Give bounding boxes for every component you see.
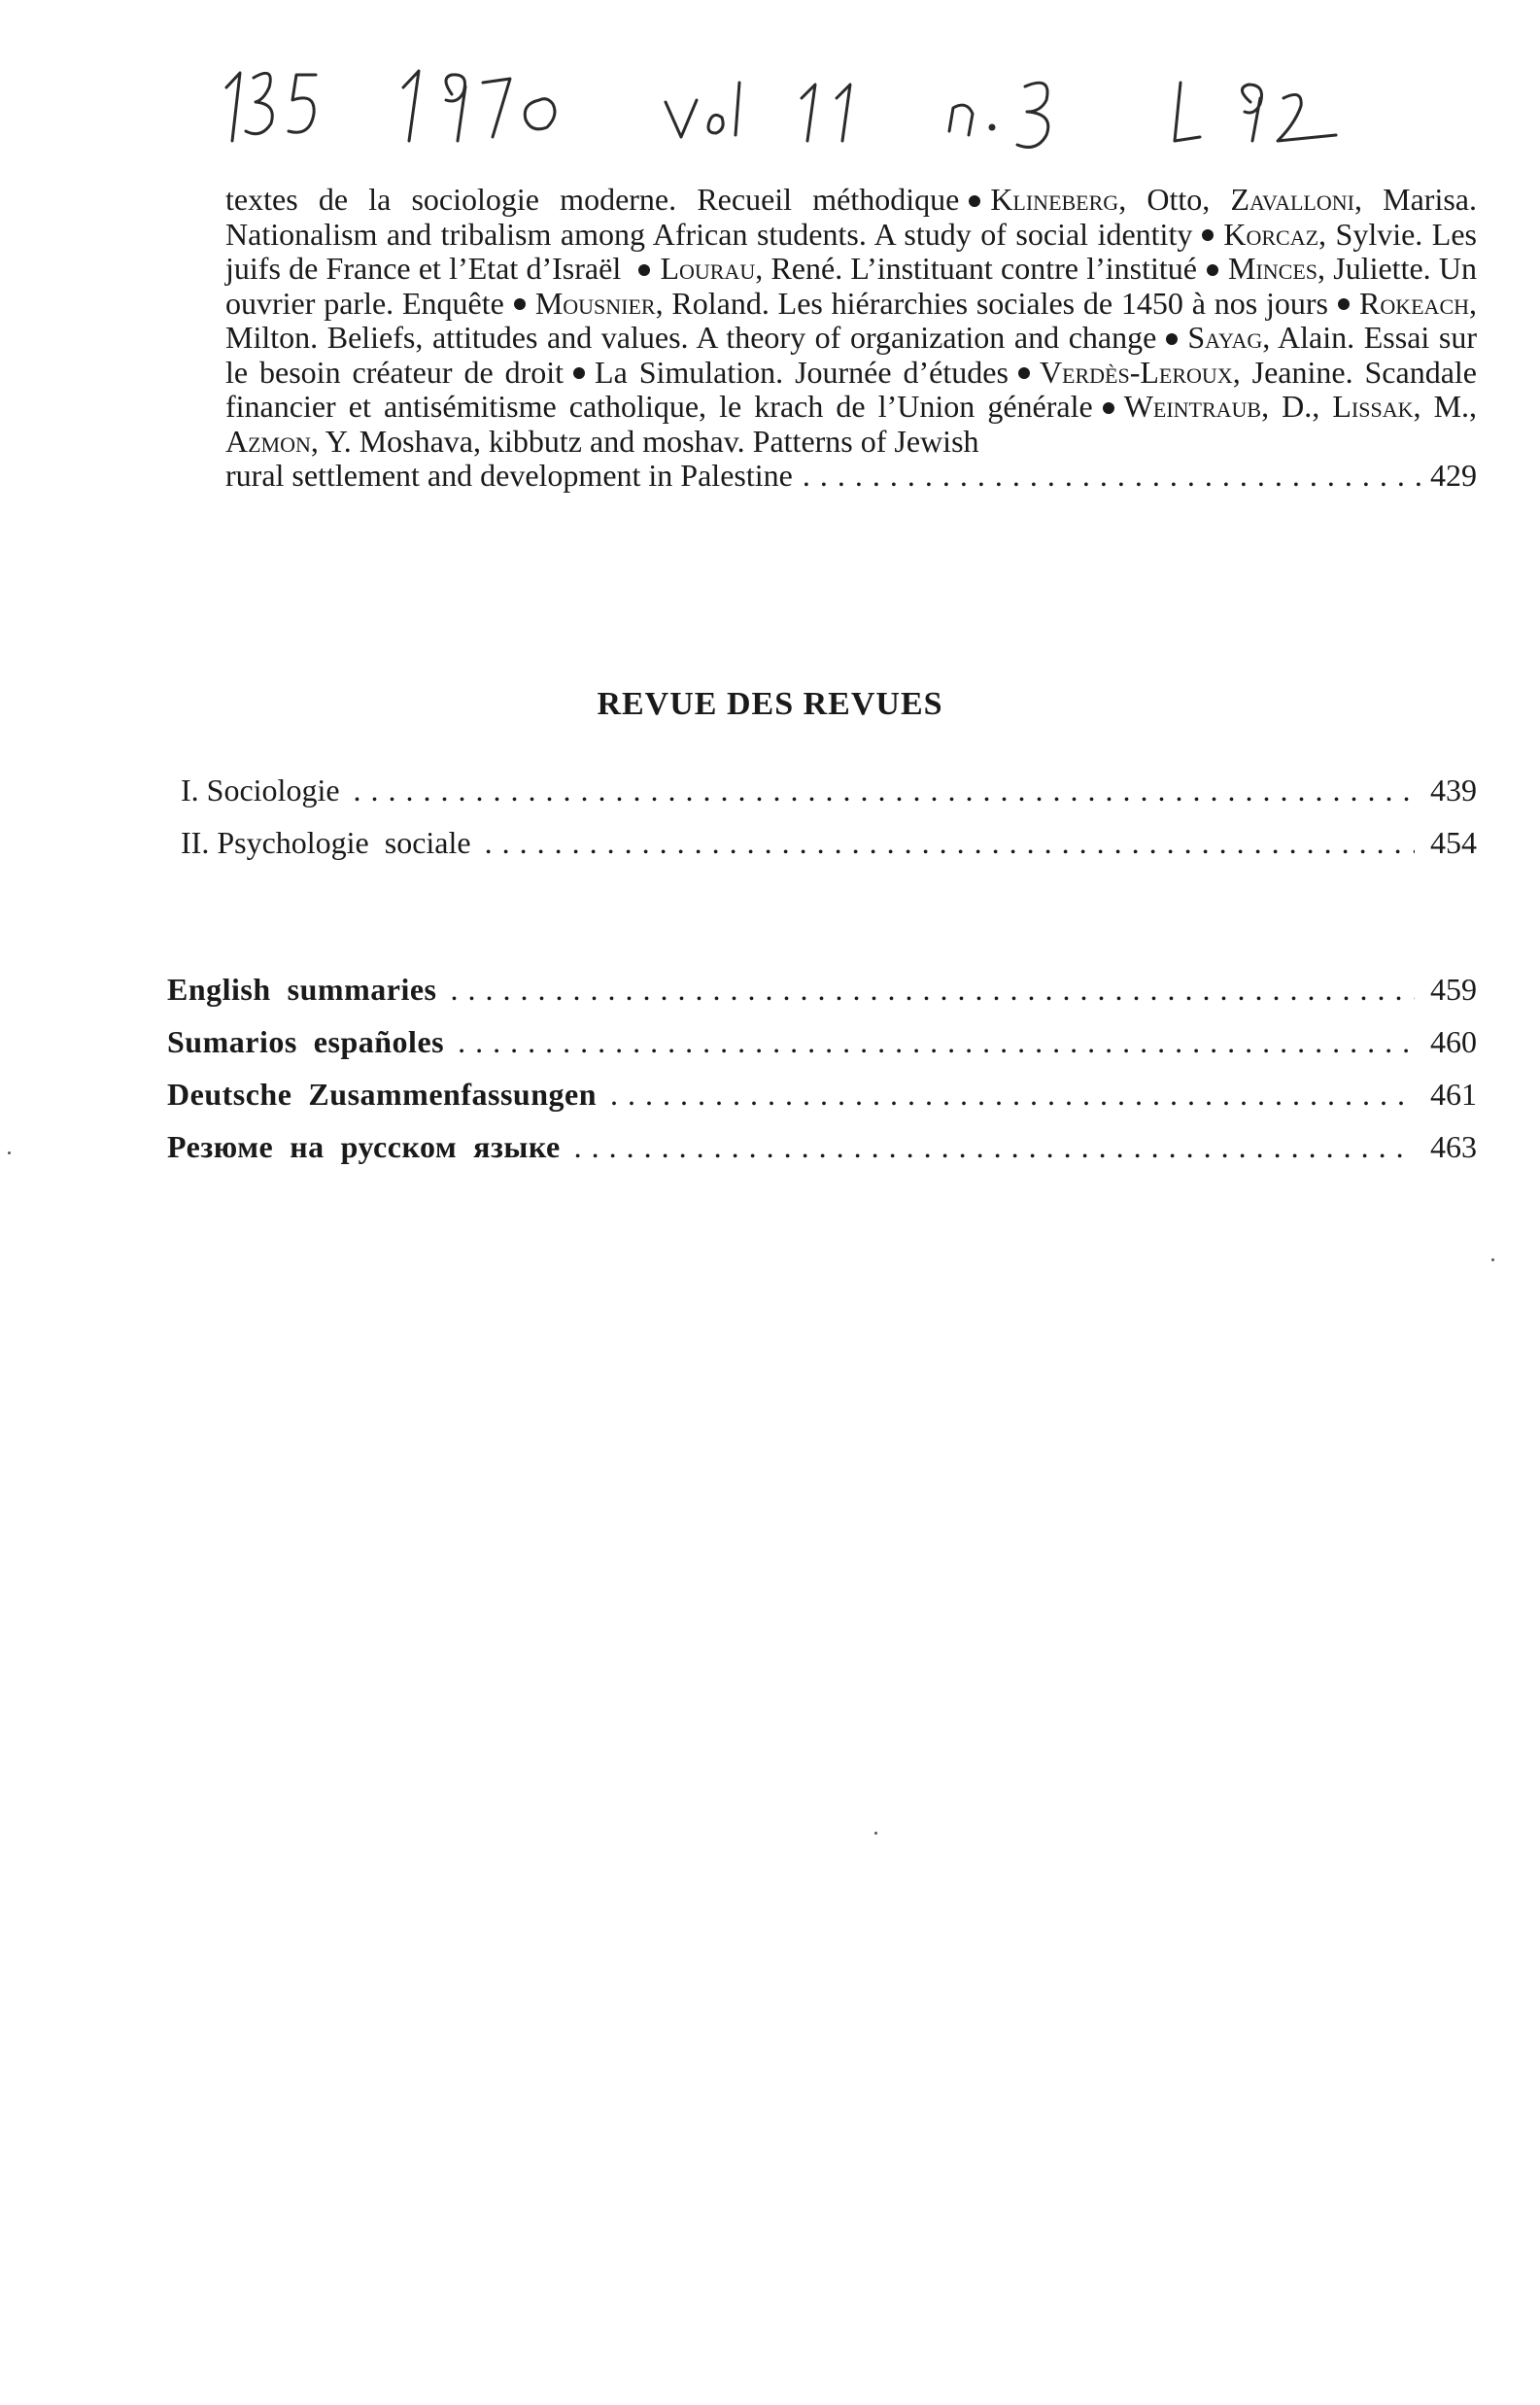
scan-speck: [8, 1151, 11, 1154]
dot-leader: [354, 773, 1415, 808]
author-surname: Lissak: [1332, 389, 1414, 424]
author-surname: Sayag: [1187, 320, 1263, 355]
bullet-separator: [638, 264, 650, 276]
entry-text: , M.,: [1413, 389, 1478, 424]
handwritten-annotation: [219, 44, 1385, 160]
entry-text: , Marisa. Nationalism and tribalism among African students. A study of social identity: [225, 182, 1478, 252]
bullet-separator: [969, 195, 980, 207]
bullet-separator: [1207, 264, 1218, 276]
toc-label: Deutsche Zusammenfassungen: [167, 1077, 597, 1112]
entry-last-line: [225, 459, 1477, 494]
entry-text: , Alain. Essai sur le besoin créateur de droit: [225, 320, 1478, 390]
entry-body: [225, 182, 1477, 459]
bullet-separator: [1018, 367, 1030, 379]
author-surname: Weintraub: [1123, 389, 1262, 424]
author-surname: Korcaz: [1223, 216, 1319, 252]
entry-text: rural settlement and development in Palestine: [225, 458, 793, 493]
entry-text: , Y. Moshava, kibbutz and moshav. Patterns of Jewish: [310, 423, 979, 459]
scan-speck: [874, 1832, 877, 1835]
toc-page-number: 454: [1430, 825, 1477, 860]
dot-leader: [803, 459, 1420, 494]
toc-page-number: 461: [1430, 1077, 1477, 1112]
toc-page-number: 429: [1430, 458, 1477, 493]
dot-leader: [458, 1024, 1415, 1060]
toc-row: [167, 1129, 1477, 1182]
toc-row: [181, 825, 1477, 877]
bullet-separator: [1166, 333, 1178, 345]
entry-text: , Jeanine. Scandale financier et antisémitisme catholique, le krach de l’Union générale: [225, 354, 1478, 424]
entry-text: , Roland. Les hiérarchies sociales de 1450 à nos jours: [655, 285, 1328, 321]
toc-row: [181, 773, 1477, 825]
toc-row: [167, 1077, 1477, 1129]
entry-text: , D.,: [1261, 389, 1333, 424]
author-surname: Lourau: [660, 251, 756, 286]
summaries-list: [167, 972, 1477, 1182]
author-surname: Rokeach: [1359, 285, 1470, 321]
toc-row: [167, 972, 1477, 1024]
entry-text: La Simulation. Journée d’études: [595, 354, 1009, 390]
dot-leader: [485, 825, 1415, 861]
bullet-separator: [1338, 298, 1350, 310]
toc-row: [167, 1024, 1477, 1077]
toc-label: Резюме на русском языке: [167, 1129, 561, 1164]
entry-text: , Otto,: [1118, 182, 1231, 217]
entry-text: , René. L’instituant contre l’institué: [755, 251, 1197, 286]
author-surname: Zavalloni: [1230, 182, 1354, 217]
dot-leader: [610, 1077, 1415, 1113]
toc-page-number: 439: [1430, 773, 1477, 807]
author-surname: Minces: [1228, 251, 1318, 286]
entry-text: , Sylvie. Les juifs de France et l’Etat d’Israël: [225, 216, 1478, 286]
toc-page-number: 460: [1430, 1024, 1477, 1059]
bullet-separator: [514, 298, 526, 310]
continued-bibliography-entry: [225, 183, 1477, 494]
toc-page-number: 463: [1430, 1129, 1477, 1164]
author-surname: Mousnier: [534, 285, 656, 321]
entry-text: textes de la sociologie moderne. Recueil méthodique: [225, 182, 960, 217]
toc-page-number: 459: [1430, 972, 1477, 1007]
scan-speck: [1491, 1258, 1494, 1261]
author-surname: Verdès-Leroux: [1039, 354, 1233, 390]
toc-label: I. Sociologie: [181, 773, 340, 807]
section-title: REVUE DES REVUES: [597, 686, 943, 722]
bullet-separator: [1103, 402, 1114, 414]
dot-leader: [574, 1129, 1415, 1165]
author-surname: Klineberg: [990, 182, 1119, 217]
dot-leader: [450, 972, 1415, 1008]
entry-text: , Milton. Beliefs, attitudes and values. A theory of organization and change: [225, 285, 1478, 355]
toc-label: English summaries: [167, 972, 437, 1007]
author-surname: Azmon: [225, 423, 311, 459]
entry-text: , Juliette. Un ouvrier parle. Enquête: [225, 251, 1478, 321]
bullet-separator: [573, 367, 585, 379]
revue-des-revues-list: [181, 773, 1477, 877]
bullet-separator: [1202, 229, 1214, 241]
toc-label: II. Psychologie sociale: [181, 825, 471, 860]
toc-label: Sumarios españoles: [167, 1024, 445, 1059]
